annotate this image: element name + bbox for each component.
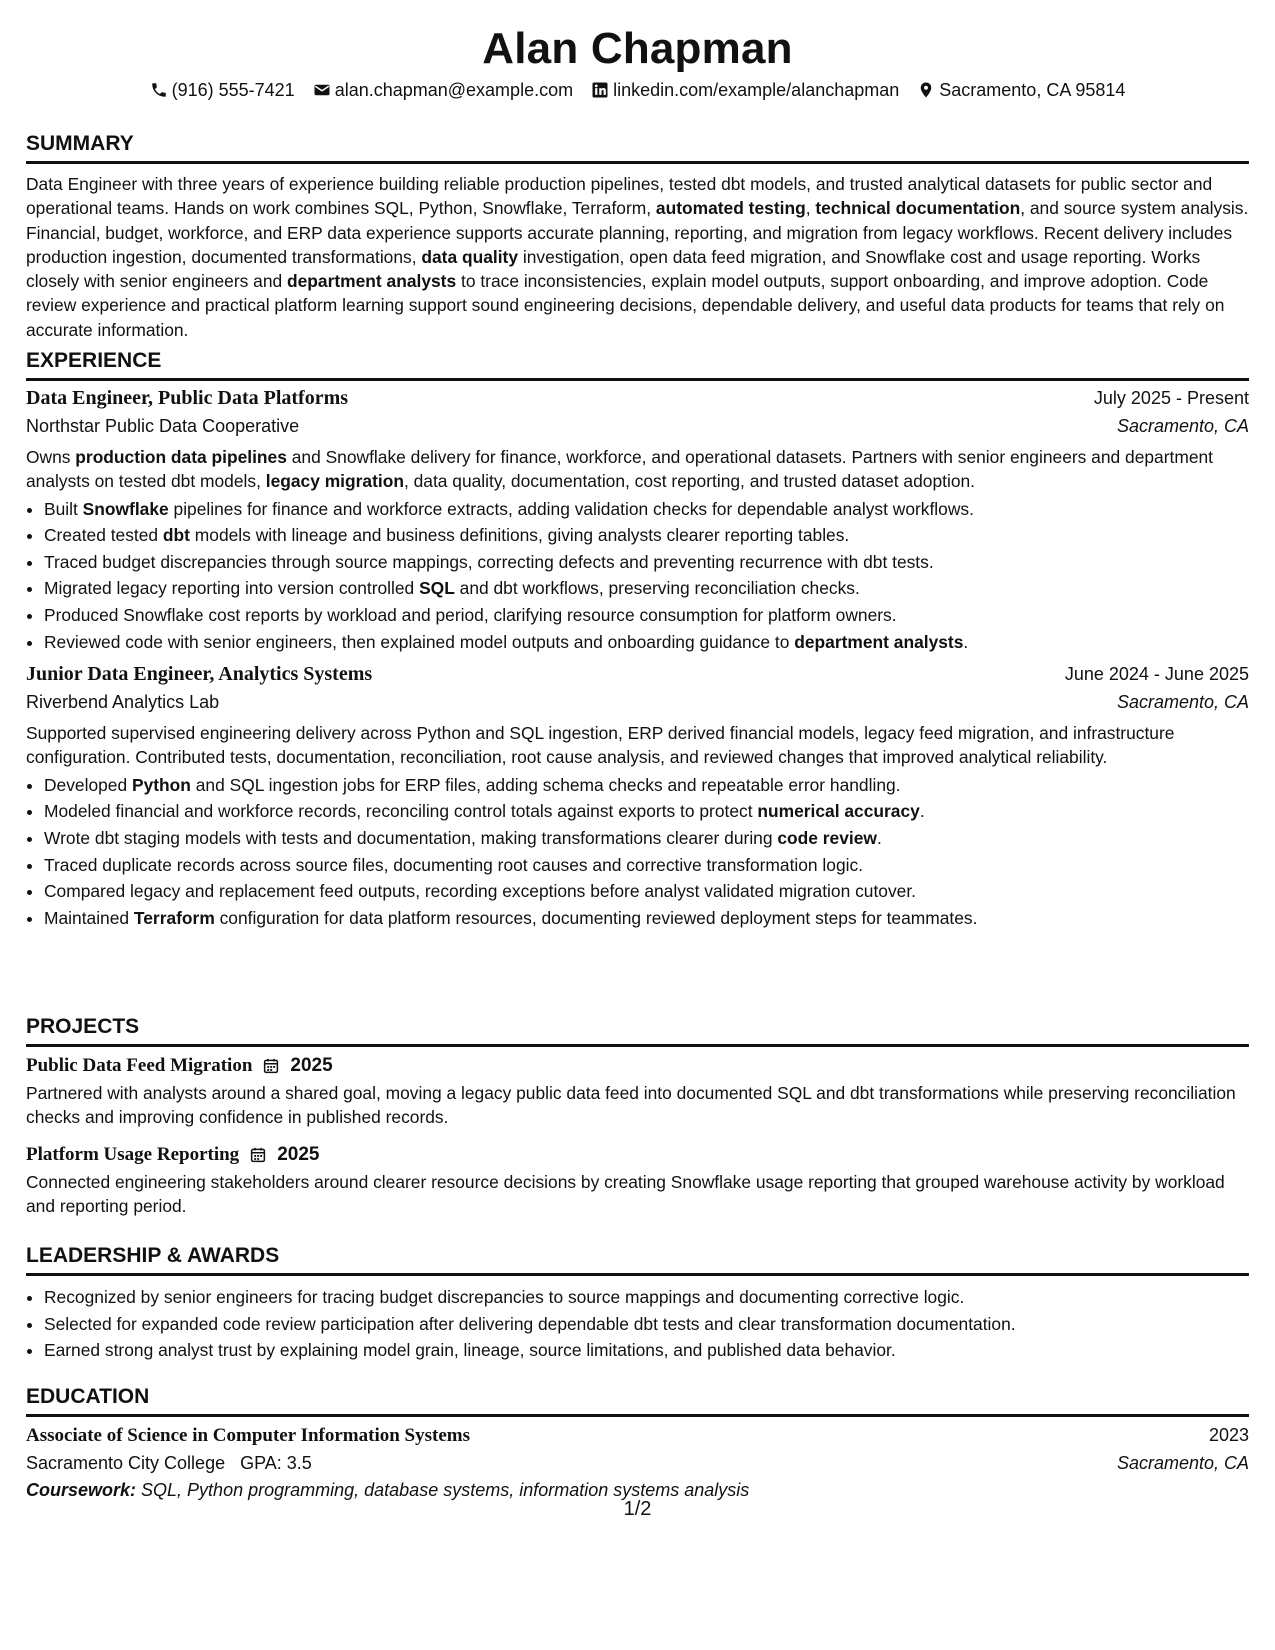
project-description: Partnered with analysts around a shared goal, moving a legacy public data feed into documented SQL and dbt transformations while preserving reconciliation checks and improving confidence in published records. [26,1083,1236,1128]
gpa: GPA: 3.5 [240,1453,312,1473]
section-divider [26,1414,1249,1417]
project-entry [26,1055,1249,1130]
job-dates: June 2024 - June 2025 [1064,664,1249,685]
school-location: Sacramento, CA [1116,1453,1249,1473]
section-title-education: EDUCATION [26,1385,150,1408]
job-description: Owns production data pipelines and Snowflake delivery for finance, workforce, and operational datasets. Partners with senior engineers and department analysts on tested dbt models, legacy migration, data quality, documentation, cost reporting, and trusted dataset adoption. [26,447,1214,492]
list-item: • Migrated legacy reporting into version controlled SQL and dbt workflows, preserving reconciliation checks. [44,575,1249,602]
education-entry [26,1425,1249,1501]
location-text: Sacramento, CA 95814 [939,80,1126,100]
project-name: Platform Usage Reporting [26,1143,240,1165]
section-divider [26,1044,1249,1047]
section-title-summary: SUMMARY [26,132,134,155]
resume-page [26,0,1249,1500]
leadership-bullets [26,1284,1249,1364]
graduation-year: 2023 [1208,1425,1249,1445]
email-text: alan.chapman@example.com [334,80,574,100]
list-item: • Produced Snowflake cost reports by workload and period, clarifying resource consumption for platform owners. [44,602,1249,629]
list-item: • Wrote dbt staging models with tests and documentation, making transformations clearer during code review. [44,825,1249,852]
candidate-name: Alan Chapman [482,24,793,73]
summary-text: Data Engineer with three years of experience building reliable production pipelines, tested dbt models, and trusted analytical datasets for public sector and operational teams. Hands on work combines SQL, Python, Snowflake, Terraform, automated testing, technical documentation, and source system analysis. Financial, budget, workforce, and ERP data experience supports accurate planning, reporting, and migration from legacy workflows. Recent delivery includes production ingestion, documented transformations, data quality investigation, open data feed migration, and Snowflake cost and usage reporting. Works closely with senior engineers and department analysts to trace inconsistencies, explain model outputs, support onboarding, and improve adoption. Code review experience and practical platform learning support sound engineering decisions, dependable delivery, and useful data products for teams that rely on accurate information. [26,174,1249,340]
job-title: Junior Data Engineer, Analytics Systems [26,663,373,686]
job-dates: July 2025 - Present [1093,388,1249,408]
job-bullets [26,496,1249,656]
page-number: 1/2 [623,1498,652,1520]
list-item: • Built Snowflake pipelines for finance and workforce extracts, adding validation checks for dependable analyst workflows. [44,496,1249,523]
list-item: • Recognized by senior engineers for tracing budget discrepancies to source mappings and documenting corrective logic. [44,1284,1249,1311]
projects-section [26,1013,1249,1218]
list-item: • Selected for expanded code review participation after delivering dependable dbt tests and clear transformation documentation. [44,1311,1249,1338]
linkedin-icon [591,81,609,99]
list-item: • Developed Python and SQL ingestion jobs for ERP files, adding schema checks and repeatable error handling. [44,772,1249,799]
section-divider [26,1273,1249,1276]
coursework: Coursework: SQL, Python programming, database systems, information systems analysis [26,1480,750,1500]
project-name: Public Data Feed Migration [26,1055,253,1076]
job-location: Sacramento, CA [1116,692,1249,713]
job-entry [26,663,1249,931]
contact-phone[interactable] [150,78,295,102]
experience-section [26,347,1249,931]
calendar-icon [249,1146,267,1164]
job-entry [26,387,1249,655]
job-title: Data Engineer, Public Data Platforms [26,387,349,409]
linkedin-text: linkedin.com/example/alanchapman [613,80,900,100]
education-section [26,1383,1249,1501]
contact-email[interactable] [313,78,573,102]
list-item: • Traced duplicate records across source files, documenting root causes and corrective transformation logic. [44,852,1249,879]
job-description: Supported supervised engineering delivery across Python and SQL ingestion, ERP derived financial models, legacy feed migration, and infrastructure configuration. Contributed tests, documentation, reconciliation, root cause analysis, and reviewed changes that improved analytical reliability. [26,723,1175,768]
calendar-icon [262,1057,280,1075]
list-item: • Earned strong analyst trust by explaining model grain, lineage, source limitations, and published data behavior. [44,1337,1249,1364]
project-entry [26,1144,1249,1219]
list-item: • Modeled financial and workforce records, reconciling control totals against exports to protect numerical accuracy. [44,798,1249,825]
job-location: Sacramento, CA [1116,416,1249,436]
project-year: 2025 [277,1143,320,1165]
summary-section [26,130,1249,342]
envelope-icon [313,81,331,99]
job-bullets [26,772,1249,932]
phone-text: (916) 555-7421 [171,80,295,100]
project-description: Connected engineering stakeholders around clearer resource decisions by creating Snowflake usage reporting that grouped warehouse activity by workload and reporting period. [26,1171,1225,1216]
phone-icon [150,81,168,99]
job-organization: Riverbend Analytics Lab [26,692,220,713]
section-title-experience: EXPERIENCE [26,349,162,372]
contact-bar [26,78,1249,102]
school: Sacramento City College GPA: 3.5 [26,1453,312,1473]
list-item: • Created tested dbt models with lineage and business definitions, giving analysts clearer reporting tables. [44,522,1249,549]
job-organization: Northstar Public Data Cooperative [26,416,300,436]
contact-location [917,78,1125,102]
leadership-section [26,1242,1249,1364]
section-title-leadership: LEADERSHIP & AWARDS [26,1244,280,1267]
section-divider [26,161,1249,164]
list-item: • Reviewed code with senior engineers, then explained model outputs and onboarding guidance to department analysts. [44,629,1249,656]
list-item: • Traced budget discrepancies through source mappings, correcting defects and preventing recurrence with dbt tests. [44,549,1249,576]
project-year: 2025 [290,1055,333,1076]
section-title-projects: PROJECTS [26,1015,140,1038]
section-divider [26,378,1249,381]
degree: Associate of Science in Computer Information Systems [26,1425,470,1446]
contact-linkedin[interactable] [591,78,899,102]
list-item: • Compared legacy and replacement feed outputs, recording exceptions before analyst validated migration cutover. [44,878,1249,905]
map-pin-icon [917,81,935,99]
list-item: • Maintained Terraform configuration for data platform resources, documenting reviewed deployment steps for teammates. [44,905,1249,932]
